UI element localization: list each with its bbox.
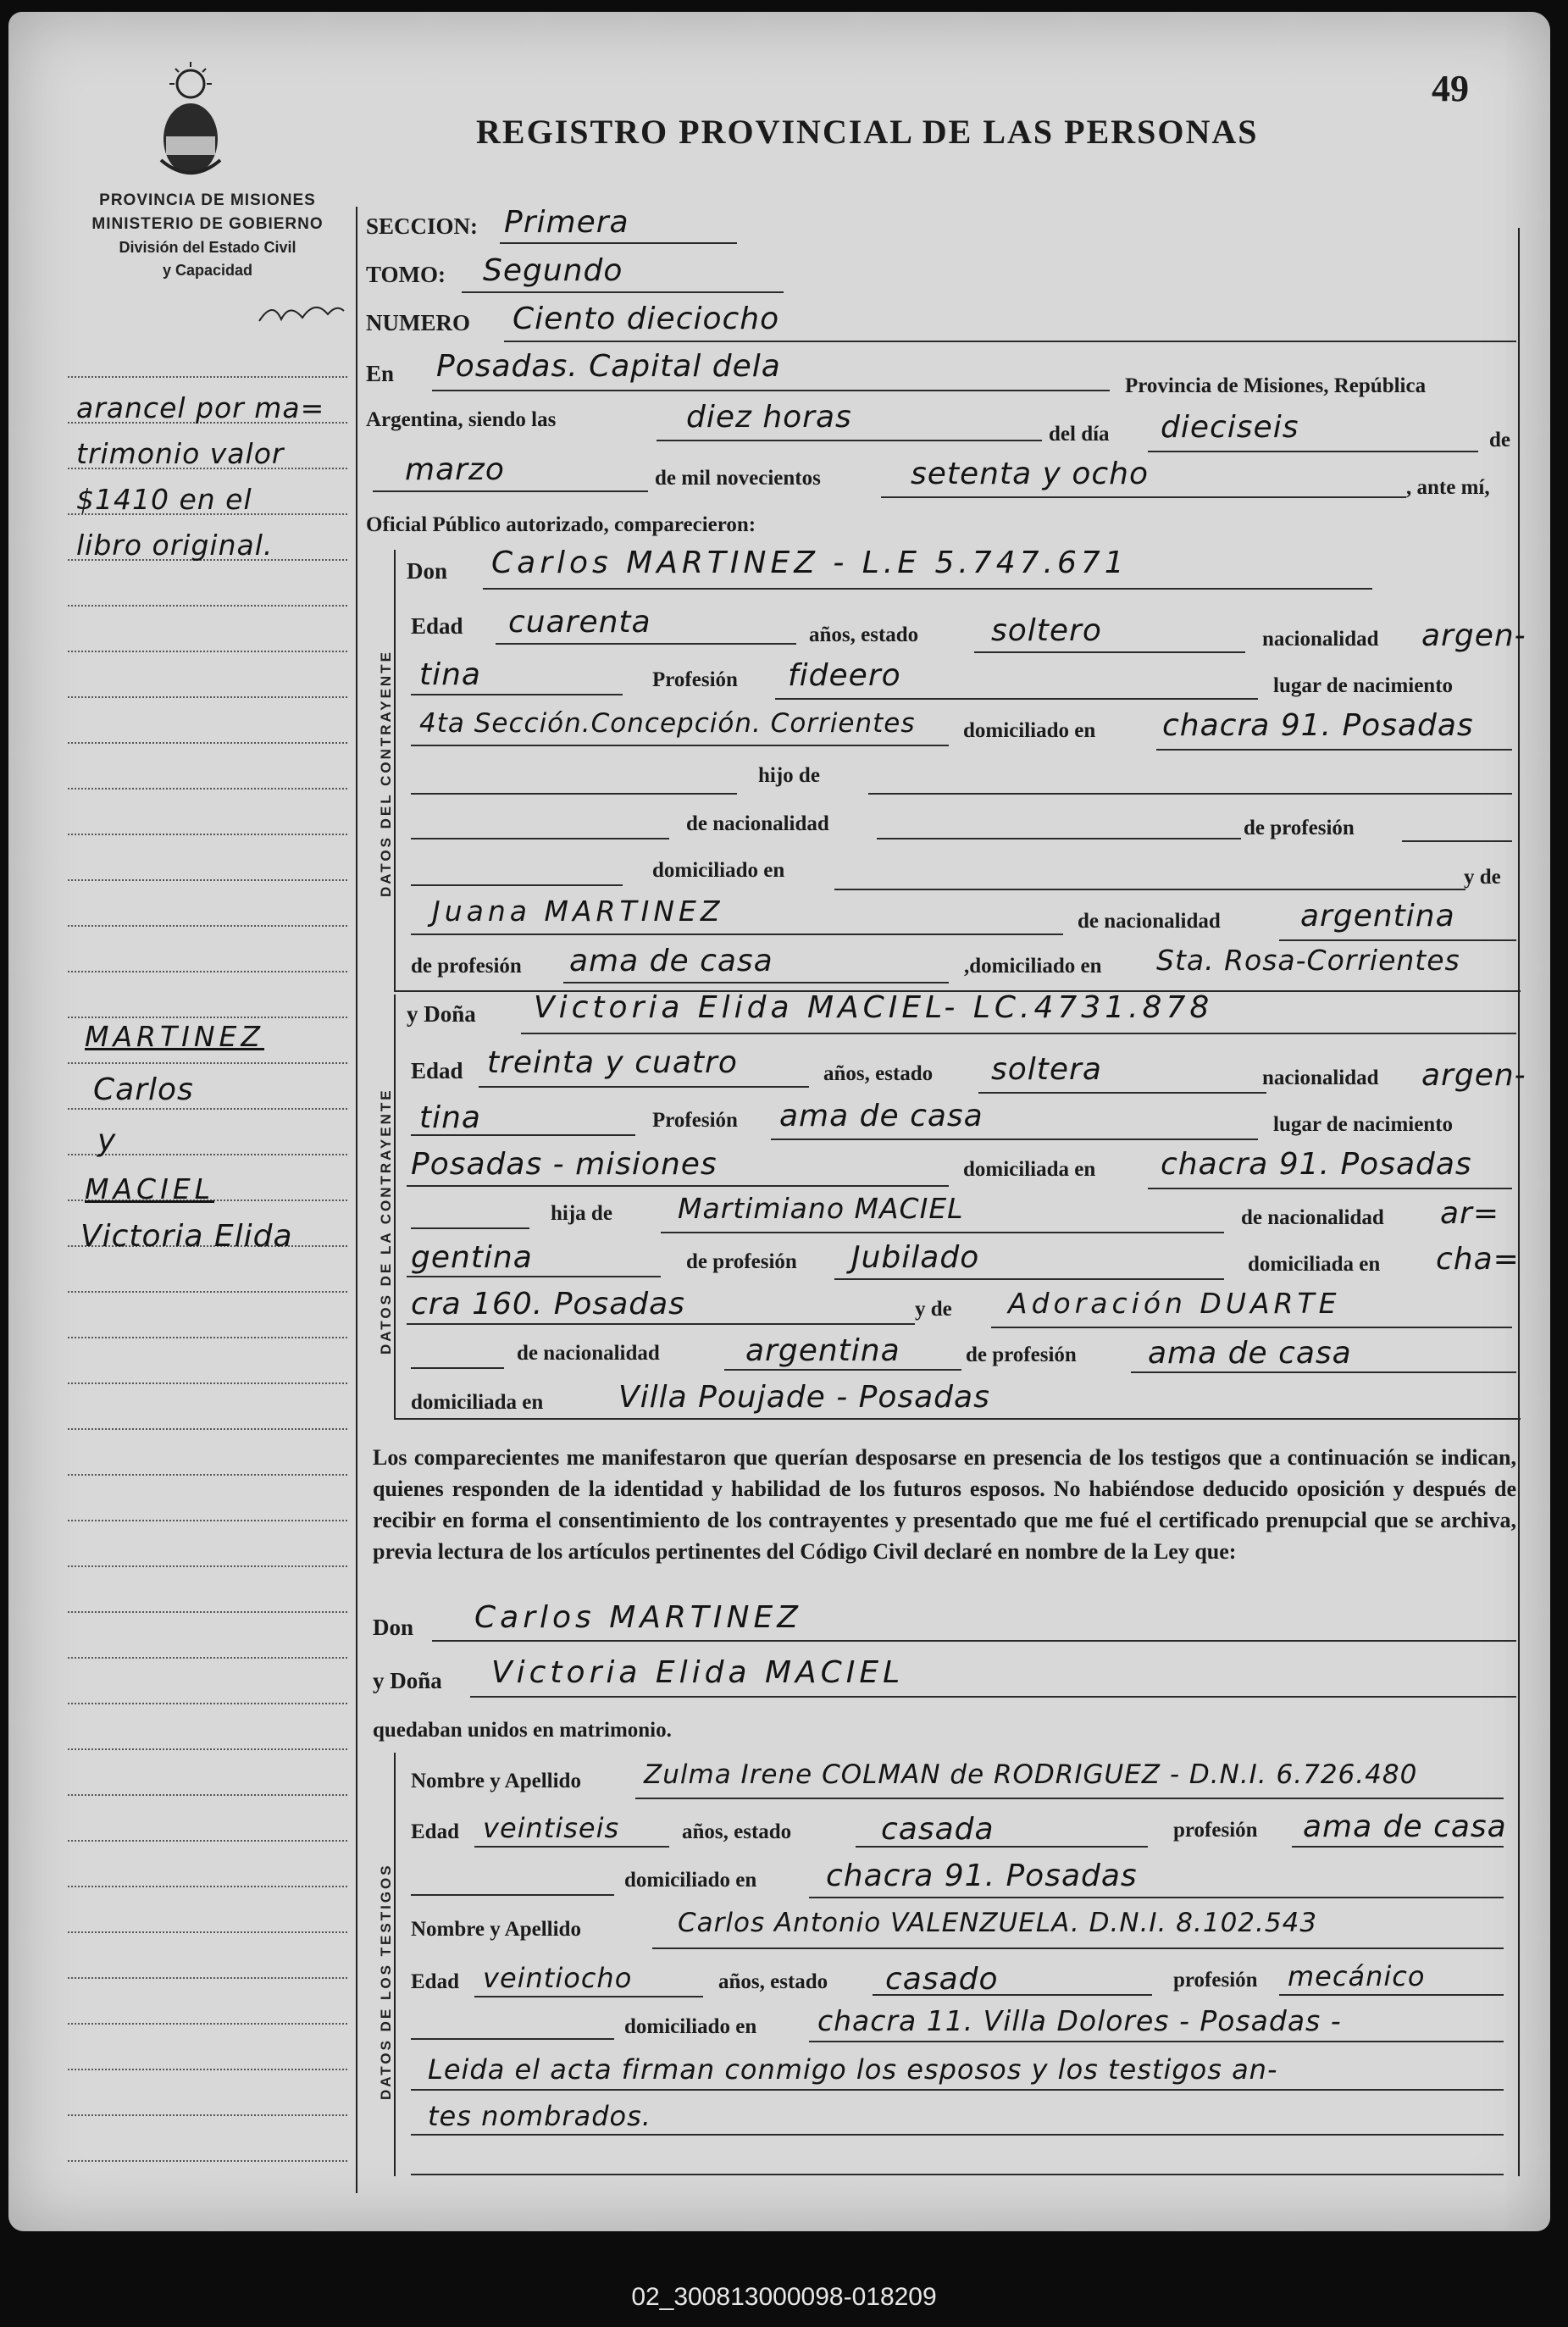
t1-domicilio: chacra 91. Posadas xyxy=(826,1859,1138,1893)
decl-don-label: Don xyxy=(373,1615,414,1640)
coat-of-arms-icon xyxy=(152,58,229,186)
t2-estado-label: años, estado xyxy=(718,1970,828,1993)
padre-name: Martimiano MACIEL xyxy=(678,1192,964,1225)
hijo-label: hijo de xyxy=(758,764,820,787)
t2-domicilio-label: domiciliado en xyxy=(624,2015,757,2038)
margin-ruled-line xyxy=(68,1565,347,1567)
margin-note-line-1: arancel por ma= xyxy=(76,391,325,424)
margin-ruled-line xyxy=(68,1703,347,1704)
profesion-label: Profesión xyxy=(652,668,738,691)
contrayente-label: DATOS DEL CONTRAYENTE xyxy=(378,650,394,897)
madre-2-prof: ama de casa xyxy=(1148,1336,1352,1371)
margin-ruled-line xyxy=(68,1017,347,1018)
padre-dom-1: cha= xyxy=(1436,1242,1520,1277)
t2-domicilio: chacra 11. Villa Dolores - Posadas - xyxy=(817,2004,1342,2037)
margin-ruled-line xyxy=(68,376,347,378)
page-title: REGISTRO PROVINCIAL DE LAS PERSONAS xyxy=(476,113,1259,151)
domicilio-value: chacra 91. Posadas xyxy=(1162,708,1474,743)
register-page xyxy=(8,12,1550,2231)
edad-label: Edad xyxy=(411,613,463,639)
dia-value: dieciseis xyxy=(1161,410,1299,445)
margin-ruled-line xyxy=(68,2114,347,2116)
margin-ruled-line xyxy=(68,1748,347,1750)
agency-line-1: PROVINCIA DE MISIONES xyxy=(99,191,316,209)
edad-2-label: Edad xyxy=(411,1058,463,1083)
margin-ruled-line xyxy=(68,1657,347,1659)
closing-line-2: tes nombrados. xyxy=(428,2100,651,2132)
margin-name-1: MARTINEZ xyxy=(85,1020,265,1053)
madre-2-nac-label: de nacionalidad xyxy=(517,1342,660,1365)
nacionalidad-label: nacionalidad xyxy=(1262,628,1379,651)
margin-ruled-line xyxy=(68,971,347,972)
estado-label: años, estado xyxy=(809,623,919,646)
dia-label: del día xyxy=(1049,423,1110,446)
margin-ruled-line xyxy=(68,605,347,607)
madre-2-dom-label: domiciliada en xyxy=(411,1391,544,1414)
margin-rule xyxy=(356,207,357,2193)
madre-profesion-label: de profesión xyxy=(411,955,522,978)
numero-value: Ciento dieciocho xyxy=(513,302,780,336)
padre-prof: Jubilado xyxy=(851,1240,980,1275)
lugar-value: 4ta Sección.Concepción. Corrientes xyxy=(419,708,916,739)
form-right-rule xyxy=(1518,228,1520,2176)
t2-profesion: mecánico xyxy=(1288,1960,1426,1992)
month-value: marzo xyxy=(405,452,505,487)
t1-edad: veintiseis xyxy=(483,1812,620,1844)
margin-ruled-line xyxy=(68,1382,347,1384)
margin-ruled-line xyxy=(68,2023,347,2025)
declaration-paragraph: Los comparecientes me manifestaron que querían desposarse en presencia de los testigos que a continuación se indican, quienes responden de la identidad y habilidad de los futuros esposos. No habiéndose deducido oposición y después de recibir en forma el consentimiento de los contrayentes y presentado que me fué el certificado prenupcial que se archiva, previa lectura de los artículos pertinentes del Código Civil declaré en nombre de la Ley que: xyxy=(373,1445,1516,1564)
madre-nacionalidad: argentina xyxy=(1300,899,1455,934)
madre-profesion: ama de casa xyxy=(569,944,773,978)
t1-name: Zulma Irene COLMAN de RODRIGUEZ - D.N.I. 6.726.480 xyxy=(644,1759,1418,1790)
padre-dom-2: cra 160. Posadas xyxy=(411,1287,685,1321)
margin-ruled-line xyxy=(68,788,347,790)
seccion-value: Primera xyxy=(504,205,629,240)
margin-name-3: y xyxy=(97,1123,117,1158)
contrayente-2-name: Victoria Elida MACIEL- LC.4731.878 xyxy=(534,990,1214,1025)
t2-profesion-label: profesión xyxy=(1173,1969,1258,1992)
hija-label: hija de xyxy=(551,1202,612,1225)
t1-edad-label: Edad xyxy=(411,1820,459,1843)
margin-ruled-line xyxy=(68,2069,347,2070)
margin-ruled-line xyxy=(68,1474,347,1476)
margin-ruled-line xyxy=(68,651,347,652)
padre-nac-2: gentina xyxy=(411,1240,533,1275)
year-label: de mil novecientos xyxy=(655,467,821,490)
margin-ruled-line xyxy=(68,1291,347,1293)
margin-name-5: Victoria Elida xyxy=(80,1219,293,1254)
madre-2-prof-label: de profesión xyxy=(966,1344,1077,1366)
page-number: 49 xyxy=(1432,68,1469,109)
oficial-text: Oficial Público autorizado, comparecieron: xyxy=(366,513,756,536)
madre-2-name: Adoración DUARTE xyxy=(1008,1287,1341,1320)
dona-label: y Doña xyxy=(407,1001,476,1027)
hour-value: diez horas xyxy=(686,400,852,435)
en-label: En xyxy=(366,361,395,386)
madre-domicilio: Sta. Rosa-Corrientes xyxy=(1156,944,1460,977)
margin-ruled-line xyxy=(68,1062,347,1064)
year-value: setenta y ocho xyxy=(911,457,1150,491)
province-text: Provincia de Misiones, República xyxy=(1125,374,1427,397)
t2-estado: casado xyxy=(885,1962,999,1997)
margin-ruled-line xyxy=(68,1337,347,1338)
t1-profesion: ama de casa xyxy=(1303,1809,1507,1844)
margin-note-line-2: trimonio valor xyxy=(76,437,285,470)
en-value: Posadas. Capital dela xyxy=(436,349,781,384)
agency-line-3: División del Estado Civil xyxy=(119,239,296,256)
decl-dona-value: Victoria Elida MACIEL xyxy=(491,1655,905,1690)
madre-domicilio-label: ,domiciliado en xyxy=(964,955,1102,978)
seccion-label: SECCION: xyxy=(366,213,479,239)
domicilio-label: domiciliado en xyxy=(963,719,1096,742)
nacionalidad-2-value-1: argen- xyxy=(1421,1058,1526,1093)
t1-estado-label: años, estado xyxy=(682,1820,792,1843)
estado-2-value: soltera xyxy=(991,1052,1102,1087)
agency-block xyxy=(64,191,352,280)
margin-ruled-line xyxy=(68,1611,347,1613)
t2-edad-label: Edad xyxy=(411,1970,459,1993)
margin-ruled-line xyxy=(68,1840,347,1842)
tomo-label: TOMO: xyxy=(366,262,446,287)
t1-domicilio-label: domiciliado en xyxy=(624,1869,757,1892)
padre-nac-label: de nacionalidad xyxy=(1241,1206,1384,1229)
argentina-text: Argentina, siendo las xyxy=(366,408,557,431)
signature-mark xyxy=(256,296,349,330)
testigos-label: DATOS DE LOS TESTIGOS xyxy=(378,1863,394,2100)
madre-2-nac: argentina xyxy=(745,1333,900,1368)
t2-name: Carlos Antonio VALENZUELA. D.N.I. 8.102.543 xyxy=(678,1908,1318,1938)
profesion-value: fideero xyxy=(788,658,901,693)
decl-closing: quedaban unidos en matrimonio. xyxy=(373,1719,672,1742)
estado-value: soltero xyxy=(991,613,1102,648)
image-id-caption: 02_300813000098-018209 xyxy=(631,2283,937,2311)
y-de-2-label: y de xyxy=(915,1298,952,1321)
profesion-2-value: ama de casa xyxy=(779,1099,983,1133)
margin-ruled-line xyxy=(68,834,347,835)
edad-2-value: treinta y cuatro xyxy=(487,1045,738,1080)
lugar-2-label: lugar de nacimiento xyxy=(1273,1113,1454,1136)
nacionalidad-value-1: argen- xyxy=(1421,618,1526,653)
t1-nombre-label: Nombre y Apellido xyxy=(411,1770,581,1792)
margin-ruled-line xyxy=(68,1794,347,1796)
padre-nac-1: ar= xyxy=(1440,1196,1500,1231)
margin-ruled-line xyxy=(68,2160,347,2162)
nacionalidad-2-label: nacionalidad xyxy=(1262,1067,1379,1089)
padre-dom-label: domiciliada en xyxy=(1248,1253,1381,1276)
domiciliado-en-label: domiciliado en xyxy=(652,859,785,882)
decl-dona-label: y Doña xyxy=(373,1668,442,1693)
madre-2-dom: Villa Poujade - Posadas xyxy=(618,1380,990,1415)
de-label: de xyxy=(1489,429,1510,452)
madre-nacionalidad-label: de nacionalidad xyxy=(1078,910,1221,933)
domicilio-2-label: domiciliada en xyxy=(963,1158,1096,1181)
de-profesion-label: de profesión xyxy=(1244,817,1355,839)
margin-name-4: MACIEL xyxy=(85,1172,215,1205)
margin-note-line-4: libro original. xyxy=(76,529,274,562)
padre-prof-label: de profesión xyxy=(686,1250,797,1273)
margin-ruled-line xyxy=(68,925,347,927)
profesion-2-label: Profesión xyxy=(652,1109,738,1132)
agency-line-4: y Capacidad xyxy=(162,262,253,279)
margin-ruled-line xyxy=(68,1520,347,1521)
edad-value: cuarenta xyxy=(508,605,651,640)
margin-ruled-line xyxy=(68,1977,347,1979)
margin-ruled-line xyxy=(68,1931,347,1933)
estado-2-label: años, estado xyxy=(823,1062,934,1085)
de-nacionalidad-label: de nacionalidad xyxy=(686,812,829,835)
ante-mi: , ante mí, xyxy=(1406,476,1490,499)
contrayente-2-label: DATOS DE LA CONTRAYENTE xyxy=(378,1088,394,1355)
lugar-label: lugar de nacimiento xyxy=(1273,674,1454,697)
madre-name: Juana MARTINEZ xyxy=(432,895,724,928)
contrayente-name: Carlos MARTINEZ - L.E 5.747.671 xyxy=(491,546,1128,580)
t2-nombre-label: Nombre y Apellido xyxy=(411,1918,581,1941)
lugar-2-value: Posadas - misiones xyxy=(411,1147,718,1182)
tomo-value: Segundo xyxy=(483,253,623,288)
domicilio-2-value: chacra 91. Posadas xyxy=(1161,1147,1472,1182)
closing-line-1: Leida el acta firman conmigo los esposos y los testigos an- xyxy=(428,2053,1278,2086)
y-de-label: y de xyxy=(1464,866,1501,889)
margin-name-2: Carlos xyxy=(93,1072,194,1107)
margin-ruled-line xyxy=(68,1428,347,1430)
decl-don-value: Carlos MARTINEZ xyxy=(474,1600,802,1635)
nacionalidad-2-value-2: tina xyxy=(419,1100,481,1135)
t1-profesion-label: profesión xyxy=(1173,1819,1258,1842)
agency-line-2: MINISTERIO DE GOBIERNO xyxy=(91,215,324,233)
don-label: Don xyxy=(407,558,448,584)
margin-note-line-3: $1410 en el xyxy=(76,483,252,516)
margin-ruled-line xyxy=(68,696,347,698)
nacionalidad-value-2: tina xyxy=(419,657,481,692)
t2-edad: veintiocho xyxy=(483,1962,633,1994)
margin-ruled-line xyxy=(68,1886,347,1887)
margin-ruled-line xyxy=(68,742,347,744)
t1-estado: casada xyxy=(881,1812,995,1847)
margin-ruled-line xyxy=(68,1108,347,1110)
margin-ruled-line xyxy=(68,879,347,881)
numero-label: NUMERO xyxy=(366,310,470,335)
